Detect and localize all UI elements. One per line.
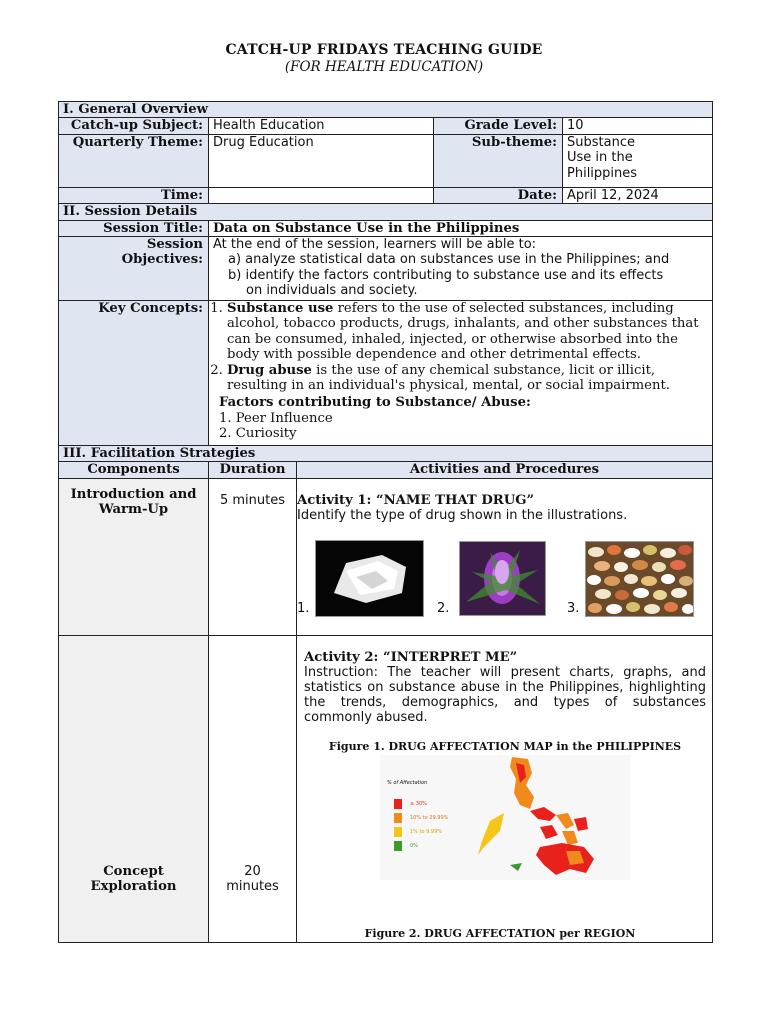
col-duration: Duration — [209, 462, 297, 478]
concept-definition: refers to the use of selected substances, including alcohol, tobacco products, drugs, inhalants, and other substances that can be consumed, inhaled, injected, or otherwise absorbed into the body with possible dependence and other detrimental effects. — [227, 301, 699, 363]
objective-b: b) identify the factors contributing to substance use and its effects — [228, 267, 664, 283]
theme-label: Quarterly Theme: — [59, 134, 209, 187]
map-legend-title: % of Affectation — [387, 780, 428, 786]
duration-line: minutes — [226, 879, 279, 895]
subtheme-line: Substance — [567, 134, 635, 150]
objectives-intro: At the end of the session, learners will be able to: — [213, 237, 537, 253]
duration-intro: 5 minutes — [209, 478, 297, 635]
session-title-value: Data on Substance Use in the Philippines — [209, 220, 713, 236]
time-label: Time: — [59, 187, 209, 203]
subtheme-value — [563, 134, 713, 187]
legend-swatch — [394, 799, 402, 809]
concept-term: Substance use — [227, 301, 334, 317]
grade-label: Grade Level: — [434, 118, 563, 134]
component-line: Concept — [103, 863, 164, 879]
cannabis-plant-image — [459, 541, 546, 616]
objectives-label-line: Session — [146, 237, 203, 253]
legend-swatch — [394, 841, 402, 851]
concept-item — [227, 363, 708, 394]
subtheme-label: Sub-theme: — [434, 134, 563, 187]
legend-label: ≥ 30% — [410, 801, 427, 807]
philippines-map-shape — [470, 755, 630, 880]
subtheme-line: Use in the — [567, 150, 633, 166]
col-activities: Activities and Procedures — [297, 462, 713, 478]
factor-item: 1. Peer Influence — [219, 410, 333, 426]
activity-2-instruction: Instruction: The teacher will present charts, graphs, and statistics on substance abuse in the Philippines, highlighting the trends, demographics, and types of substances commonly abused. — [304, 665, 706, 726]
duration-line: 20 — [244, 863, 261, 879]
image-label: 1. — [297, 601, 310, 616]
factors-heading: Factors contributing to Substance/ Abuse: — [219, 395, 531, 411]
date-label: Date: — [434, 187, 563, 203]
objective-b-continued: on individuals and society. — [246, 283, 418, 299]
component-line: Exploration — [90, 879, 177, 895]
theme-value: Drug Education — [209, 134, 434, 187]
activity-1-instruction: Identify the type of drug shown in the illustrations. — [297, 508, 628, 524]
section-facilitation: III. Facilitation Strategies — [59, 446, 713, 462]
image-label: 2. — [437, 601, 450, 616]
concept-list — [213, 301, 708, 393]
duration-concept — [209, 635, 297, 942]
objective-a: a) analyze statistical data on substances use in the Philippines; and — [228, 252, 670, 268]
subtheme-line: Philippines — [567, 165, 638, 181]
legend-label: 0% — [410, 843, 418, 849]
objectives-content — [209, 237, 713, 301]
activity-1-title: Activity 1: “NAME THAT DRUG” — [297, 492, 535, 508]
objectives-label — [59, 237, 209, 301]
concept-item — [227, 301, 708, 363]
key-concepts-label: Key Concepts: — [59, 301, 209, 446]
key-concepts-content — [209, 301, 713, 446]
figure-2-caption: Figure 2. DRUG AFFECTATION per REGION — [364, 927, 636, 940]
factor-item: 2. Curiosity — [219, 426, 297, 442]
legend-swatch — [394, 827, 402, 837]
objectives-label-line: Objectives: — [121, 252, 203, 268]
section-session-details: II. Session Details — [59, 204, 713, 220]
legend-label: 1% to 9.99% — [410, 829, 443, 835]
session-title-label: Session Title: — [59, 220, 209, 236]
powder-drug-image — [315, 540, 424, 617]
col-components: Components — [59, 462, 209, 478]
legend-swatch — [394, 813, 402, 823]
document-title: CATCH-UP FRIDAYS TEACHING GUIDE — [225, 42, 543, 58]
grade-value: 10 — [563, 118, 713, 134]
figure-1-caption: Figure 1. DRUG AFFECTATION MAP in the PHILIPPINES — [328, 740, 682, 753]
legend-label: 10% to 29.99% — [410, 815, 449, 821]
activity-2-title: Activity 2: “INTERPRET ME” — [304, 649, 518, 665]
date-value: April 12, 2024 — [563, 187, 713, 203]
image-label: 3. — [567, 601, 580, 616]
concept-term: Drug abuse — [227, 362, 312, 378]
section-general-overview: I. General Overview — [59, 102, 713, 118]
component-intro: Introduction and Warm-Up — [59, 478, 209, 635]
concept-definition: is the use of any chemical substance, licit or illicit, resulting in an individual's physical, mental, or social impairment. — [227, 362, 670, 394]
pills-image — [585, 541, 694, 617]
document-subtitle: (FOR HEALTH EDUCATION) — [284, 59, 484, 75]
component-concept — [59, 635, 209, 942]
time-value — [209, 187, 434, 203]
subject-label: Catch-up Subject: — [59, 118, 209, 134]
subject-value: Health Education — [209, 118, 434, 134]
drug-affectation-map — [380, 755, 630, 880]
